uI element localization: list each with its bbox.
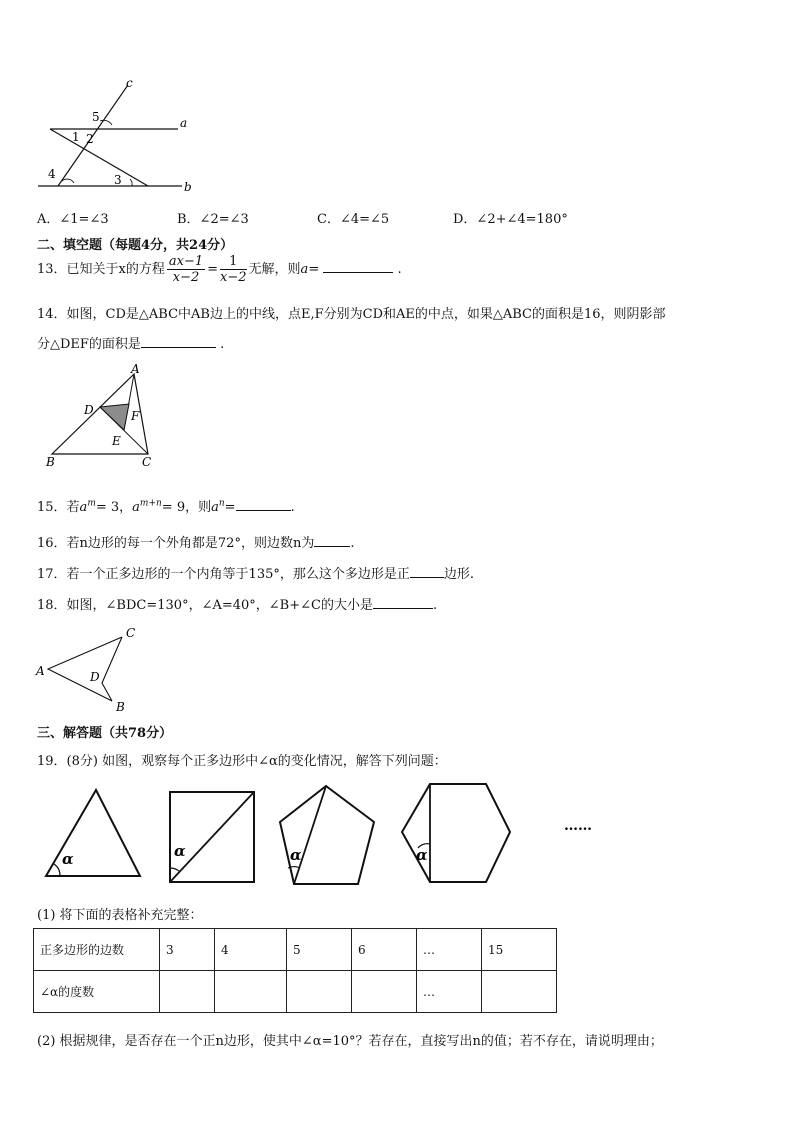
svg-text:D: D xyxy=(84,403,94,417)
q13-text: 13．已知关于x的方程 xyxy=(37,262,165,277)
table-row: 正多边形的边数 3 4 5 6 … 15 xyxy=(34,929,557,971)
answer-blank-15[interactable] xyxy=(236,498,291,511)
svg-text:A: A xyxy=(36,664,45,678)
answer-blank-16[interactable] xyxy=(314,534,350,547)
section-2-heading: 二、填空题（每题4分，共24分） xyxy=(37,238,234,253)
alpha-label-hexagon: α xyxy=(416,846,428,864)
svg-text:C: C xyxy=(142,455,152,469)
svg-text:B: B xyxy=(46,455,55,469)
fraction-left: $\frac{ax-1}{x-2}$ xyxy=(168,254,204,285)
option-a: A．∠1=∠3 xyxy=(37,212,109,227)
option-d: D．∠2+∠4=180° xyxy=(453,212,568,227)
svg-text:F: F xyxy=(131,409,140,423)
question-19-part2: (2) 根据规律，是否存在一个正n边形，使其中∠α=10°？若存在，直接写出n的值；若不存在，请说明理由； xyxy=(37,1034,663,1049)
question-18: 18．如图，∠BDC=130°，∠A=40°，∠B+∠C的大小是 . xyxy=(37,598,438,613)
question-13: 13．已知关于x的方程 $\frac{ax-1}{x-2}$ = $\frac{1}{x-2}$ 无解，则a= . xyxy=(37,254,402,285)
label-c: c xyxy=(126,76,133,90)
question-16: 16．若n边形的每一个外角都是72°，则边数n为 . xyxy=(37,536,355,551)
question-15: 15．若$a^m= 3$，$a^{m+n}= 9$，则$a^n=$ . xyxy=(37,498,295,515)
section-3-heading: 三、解答题（共78分） xyxy=(37,726,173,741)
svg-text:B: B xyxy=(116,700,125,714)
option-c: C．∠4=∠5 xyxy=(317,212,390,227)
answer-blank-17[interactable] xyxy=(410,565,444,578)
option-b: B．∠2=∠3 xyxy=(177,212,249,227)
answer-blank-13[interactable] xyxy=(323,260,393,273)
dart-figure xyxy=(34,623,144,715)
triangle-abc-figure xyxy=(40,362,170,472)
parallel-lines-figure xyxy=(30,75,210,200)
label-b: b xyxy=(184,180,192,194)
question-14-line1: 14．如图，CD是△ABC中AB边上的中线，点E,F分别为CD和AE的中点，如果△ABC的面积是16，则阴影部 xyxy=(37,307,666,322)
fraction-right: $\frac{1}{x-2}$ xyxy=(220,254,247,285)
answer-blank-14[interactable] xyxy=(141,335,216,348)
label-a: a xyxy=(180,116,188,130)
question-17: 17．若一个正多边形的一个内角等于135°，那么这个多边形是正 边形. xyxy=(37,567,474,582)
label-1: 1 xyxy=(72,130,80,144)
svg-text:A: A xyxy=(131,362,140,376)
ellipsis: …… xyxy=(564,818,592,834)
label-2: 2 xyxy=(86,132,94,146)
angle-table xyxy=(33,928,557,1013)
table-row: ∠α的度数 … xyxy=(34,971,557,1013)
question-19-part1: (1) 将下面的表格补充完整： xyxy=(37,908,203,923)
answer-blank-18[interactable] xyxy=(373,596,433,609)
svg-text:E: E xyxy=(112,434,121,448)
label-3: 3 xyxy=(114,173,122,187)
question-19: 19．(8分) 如图，观察每个正多边形中∠α的变化情况，解答下列问题： xyxy=(37,754,447,769)
svg-text:C: C xyxy=(126,626,136,640)
svg-text:D: D xyxy=(90,670,100,684)
label-4: 4 xyxy=(48,167,56,181)
question-14-line2: 分△DEF的面积是 . xyxy=(37,337,225,352)
label-5: 5 xyxy=(92,110,100,124)
alpha-label-square: α xyxy=(174,842,186,860)
alpha-label-triangle: α xyxy=(62,850,74,868)
alpha-label-pentagon: α xyxy=(290,846,302,864)
polygons-figure xyxy=(30,778,620,893)
